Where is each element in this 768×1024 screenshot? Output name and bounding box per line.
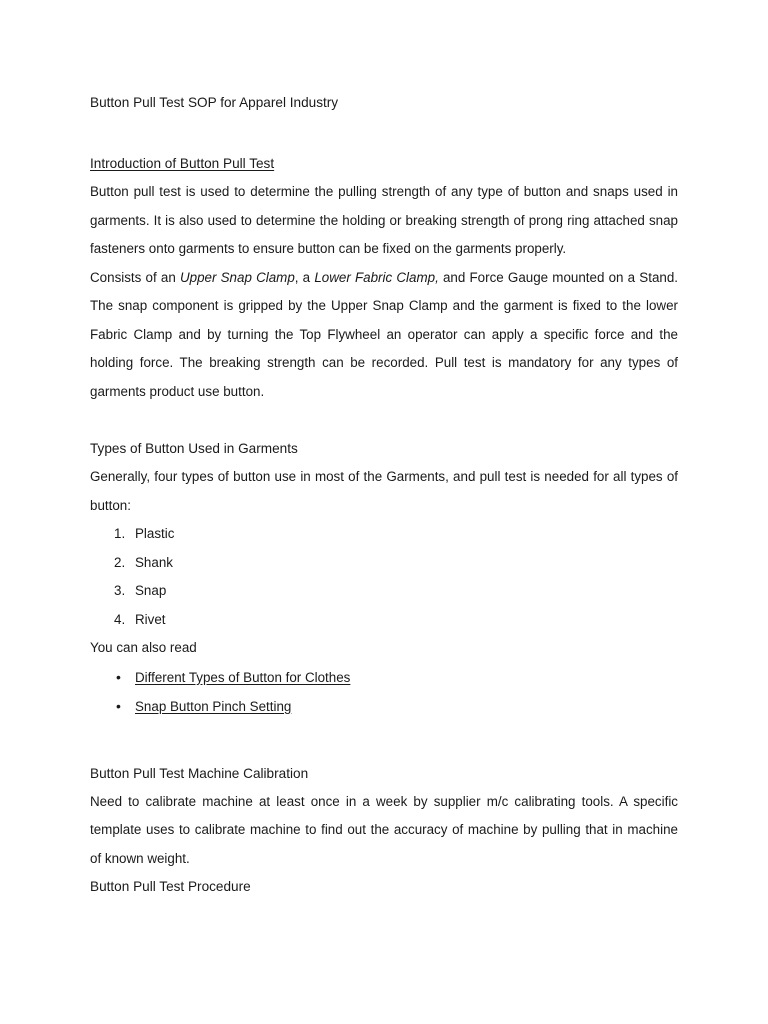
types-paragraph: Generally, four types of button use in most of the Garments, and pull test is needed for all types of button:: [90, 469, 678, 513]
list-number: 2.: [114, 554, 126, 570]
list-item: [90, 577, 678, 606]
intro-p2-mid: , a: [294, 269, 315, 285]
calibration-heading: Button Pull Test Machine Calibration: [90, 765, 309, 781]
button-types-list: [90, 520, 678, 634]
list-item: [90, 606, 678, 635]
bullet-icon: •: [116, 668, 121, 685]
procedure-heading: Button Pull Test Procedure: [90, 879, 251, 894]
list-item: [90, 549, 678, 578]
link-button-types[interactable]: Different Types of Button for Clothes: [135, 669, 351, 685]
calibration-paragraph: Need to calibrate machine at least once in a week by supplier m/c calibrating tools. A specific template uses to calibrate machine to find out the accuracy of machine by pulling that in machine of known weight.: [90, 793, 678, 866]
document-title: Button Pull Test SOP for Apparel Industry: [90, 95, 339, 110]
list-number: 1.: [114, 526, 126, 541]
bullet-icon: •: [116, 697, 121, 714]
related-links-list: [90, 663, 678, 721]
intro-p2-prefix: Consists of an: [90, 269, 180, 285]
list-item-label: Plastic: [135, 526, 175, 541]
upper-snap-clamp-term: Upper Snap Clamp: [179, 269, 295, 285]
document-page: [90, 92, 678, 901]
link-snap-pinch-setting[interactable]: Snap Button Pinch Setting: [135, 698, 292, 714]
intro-paragraph-1: Button pull test is used to determine the pulling strength of any type of button and snaps used in garments. It is also used to determine the holding or breaking strength of prong ring attached snap fasteners onto garments to ensure button can be fixed on the garments properly.: [90, 184, 678, 256]
intro-heading: Introduction of Button Pull Test: [90, 156, 275, 171]
list-item: [90, 692, 678, 721]
list-item: [90, 520, 678, 549]
list-item-label: Shank: [135, 554, 173, 570]
list-item-label: Snap: [135, 583, 167, 598]
intro-paragraph-2: [90, 264, 678, 407]
list-item-label: Rivet: [135, 611, 166, 627]
types-heading: Types of Button Used in Garments: [90, 441, 298, 456]
list-item: [90, 663, 678, 692]
also-read-text: You can also read: [90, 640, 197, 655]
lower-fabric-clamp-term: Lower Fabric Clamp,: [314, 269, 439, 285]
intro-p2-rest: and Force Gauge mounted on a Stand. The snap component is gripped by the Upper Snap Clamp and the garment is fixed to the lower Fabric Clamp and by turning the Top Flywheel an operator can apply a specific force and the holding force. The breaking strength can be recorded. Pull test is mandatory for any types of garments product use button.: [90, 269, 679, 399]
list-number: 3.: [114, 583, 126, 598]
list-number: 4.: [114, 611, 126, 627]
